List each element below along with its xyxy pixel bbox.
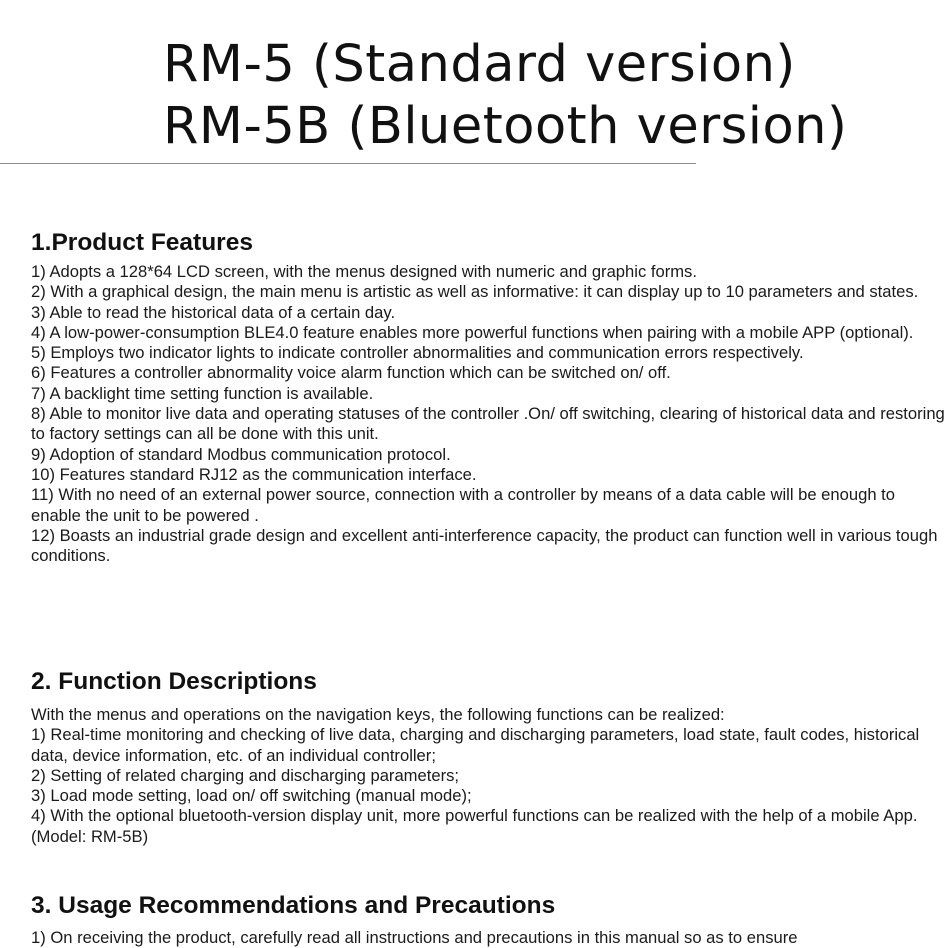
section-number: 2 — [31, 668, 45, 695]
section-separator: . — [44, 892, 59, 919]
function-list — [31, 705, 946, 847]
section-product-features — [31, 228, 946, 566]
list-item: 2) Setting of related charging and discharging parameters; — [31, 765, 460, 785]
title-line-standard: RM-5 (Standard version) — [163, 35, 796, 94]
list-item: 11) With no need of an external power source, connection with a controller by means of a data cable will be enough to enable the unit to be powered . — [31, 485, 896, 525]
list-item: 6) Features a controller abnormality voice alarm function which can be switched on/ off. — [31, 363, 671, 383]
precaution-list — [31, 928, 946, 948]
section-number: 3 — [31, 892, 45, 919]
list-item: 1) On receiving the product, carefully read all instructions and precautions in this manual so as to ensure — [31, 928, 798, 947]
list-item: 3) Able to read the historical data of a certain day. — [31, 302, 396, 322]
intro-paragraph: With the menus and operations on the navigation keys, the following functions can be realized: — [31, 705, 725, 724]
list-item: 9) Adoption of standard Modbus communication protocol. — [31, 444, 451, 464]
section-heading — [31, 228, 946, 258]
title-line-bluetooth: RM-5B (Bluetooth version) — [163, 97, 848, 156]
list-item: 4) A low-power-consumption BLE4.0 feature enables more powerful functions when pairing with a mobile APP (optional). — [31, 322, 914, 342]
list-item: 5) Employs two indicator lights to indicate controller abnormalities and communication errors respectively. — [31, 343, 804, 363]
section-title: Function Descriptions — [58, 668, 317, 695]
section-title: Product Features — [51, 229, 253, 256]
section-heading — [31, 667, 946, 697]
document-title — [163, 34, 847, 158]
list-item: 4) With the optional bluetooth-version display unit, more powerful functions can be realized with the help of a mobile App. (Model: RM-5B) — [31, 806, 918, 846]
section-title: Usage Recommendations and Precautions — [58, 892, 556, 919]
list-item: 7) A backlight time setting function is available. — [31, 383, 374, 403]
feature-list — [31, 262, 946, 566]
list-item: 3) Load mode setting, load on/ off switching (manual mode); — [31, 786, 472, 806]
section-heading — [31, 891, 946, 921]
section-separator: . — [44, 668, 59, 695]
list-item: 10) Features standard RJ12 as the communication interface. — [31, 464, 477, 484]
section-usage-recommendations — [31, 891, 946, 948]
list-item: 1) Adopts a 128*64 LCD screen, with the menus designed with numeric and graphic forms. — [31, 262, 697, 281]
section-separator: . — [44, 229, 52, 256]
list-item: 8) Able to monitor live data and operating statuses of the controller .On/ off switching, clearing of historical data and restoring to factory settings can all be done with this unit. — [31, 404, 945, 444]
section-number: 1 — [31, 229, 45, 256]
title-divider — [0, 163, 696, 164]
list-item: 12) Boasts an industrial grade design and excellent anti-interference capacity, the product can function well in various tough conditions. — [31, 525, 938, 566]
list-item: 2) With a graphical design, the main menu is artistic as well as informative: it can display up to 10 parameters and states. — [31, 282, 919, 302]
section-function-descriptions — [31, 667, 946, 847]
list-item: 1) Real-time monitoring and checking of live data, charging and discharging parameters, load state, fault codes, historical data, device information, etc. of an individual controller; — [31, 725, 920, 765]
